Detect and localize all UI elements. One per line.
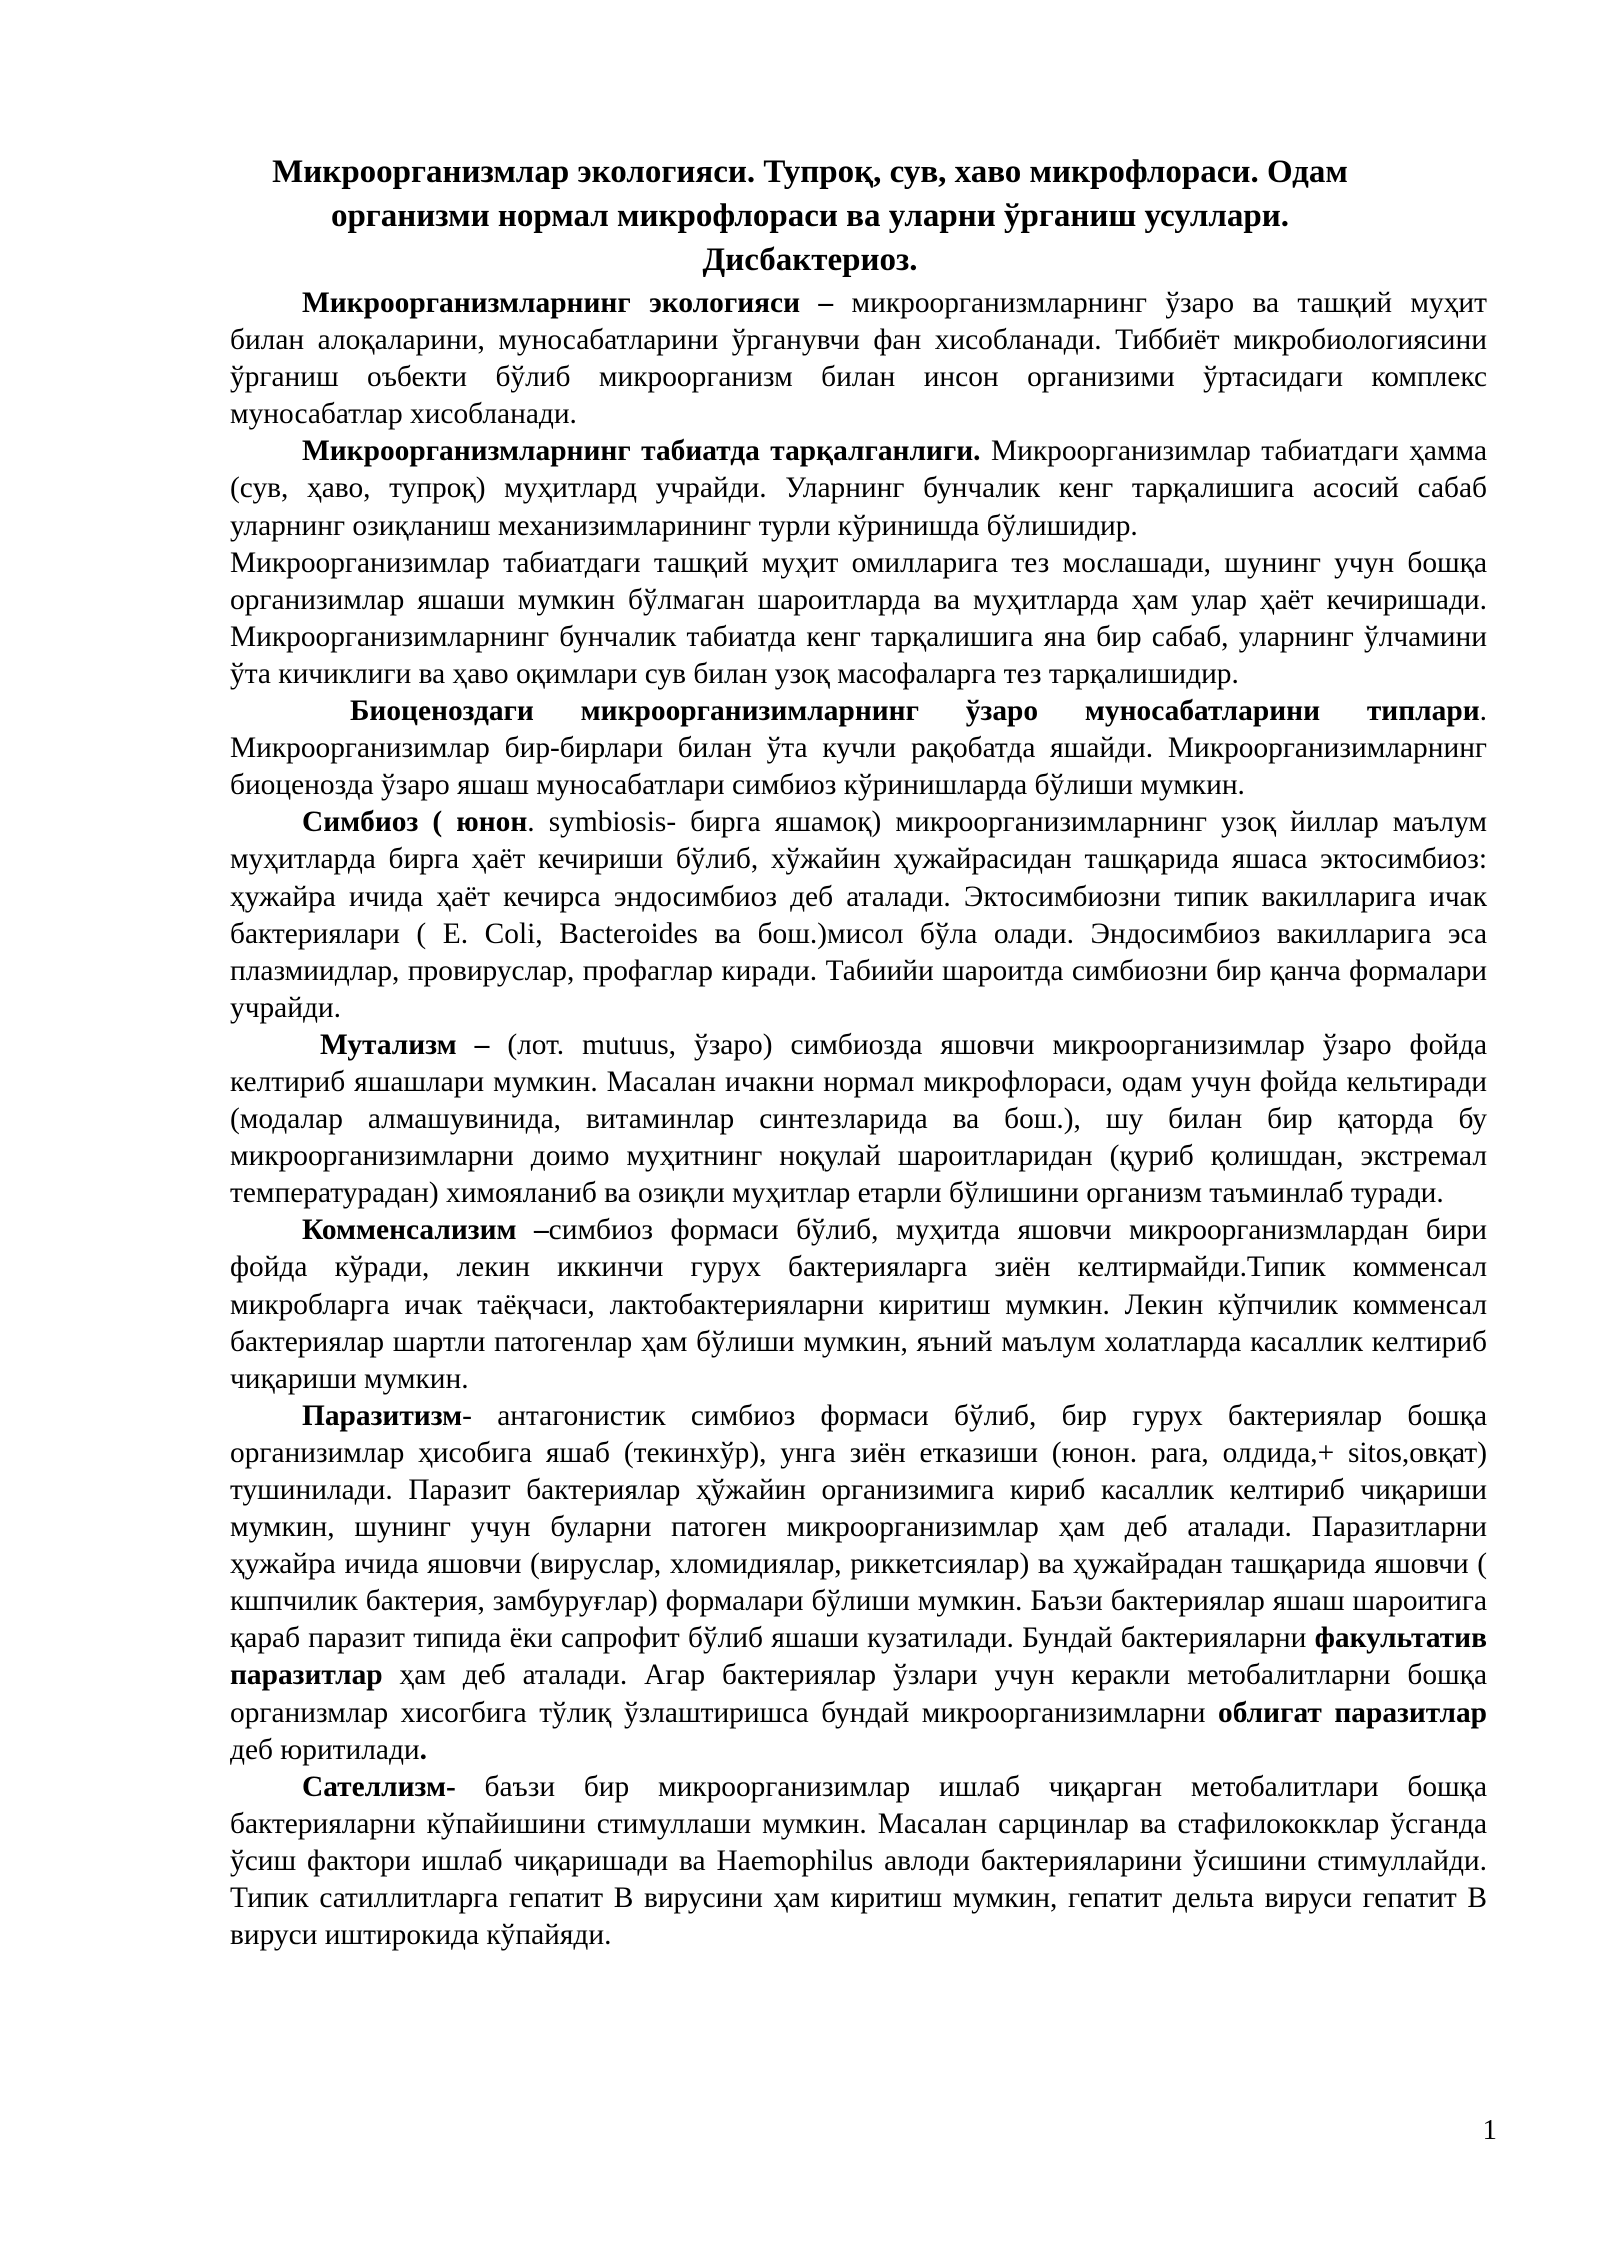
document-title: Микроорганизмлар экологияси. Тупроқ, сув, хаво микрофлораси. Одам организми нормал микрофлораси ва уларни ўрганиш усуллари. Дисбактериоз. — [272, 154, 1348, 278]
term-obligate-parasites: облигат паразитлар — [1218, 1696, 1487, 1729]
paragraph-end-period: . — [419, 1733, 428, 1766]
term-distribution: Микроорганизмларнинг табиатда тарқалганлиги. — [302, 435, 981, 468]
term-satellitism: Сателлизм- — [302, 1770, 456, 1803]
paragraph-ecology — [230, 285, 1487, 433]
paragraph-text: . Микроорганизимлар бир-бирлари билан ўта кучли рақобатда яшайди. Микроорганизимларнинг биоценозда ўзаро яшаш муносабатлари симбиоз кўринишларда бўлиши мумкин. — [230, 695, 1487, 802]
term-ecology: Микроорганизмларнинг экологияси – — [302, 287, 834, 319]
term-parasitism: Паразитизм — [302, 1399, 463, 1432]
paragraph-mutualism — [230, 1027, 1487, 1212]
term-symbiosis: Симбиоз ( юнон — [302, 806, 528, 839]
paragraph-text: ҳам деб аталади. Агар бактериялар ўзлари учун керакли метобалитларни бошқа организмлар хисогбига тўлиқ ўзлаштиришса бундай микроорганизимларни — [230, 1659, 1487, 1729]
paragraph-symbiosis — [230, 804, 1487, 1027]
paragraph-text: (лот. mutuus, ўзаро) симбиозда яшовчи микроорганизимлар ўзаро фойда келтириб яшашлари мумкин. Масалан ичакни нормал микрофлораси, одам учун фойда кельтиради (модалар алмашувинида, витаминлар синтезларида ва бош.), шу билан бир қаторда бу микроорганизимларни доимо муҳитнинг ноқулай шароитларидан (қуриб қолишдан, экстремал температурадан) химояланиб ва озиқли муҳитлар етарли бўлишини организм таъминлаб туради. — [230, 1028, 1487, 1210]
paragraph-satellitism — [230, 1769, 1487, 1954]
paragraph-text: деб юритилади — [230, 1733, 420, 1766]
document-body — [230, 285, 1487, 1954]
paragraph-text: баъзи бир микроорганизимлар ишлаб чиқарган метобалитлари бошқа бактерияларни кўпайишини стимуллаши мумкин. Масалан сарцинлар ва стафилококклар ўсганда ўсиш фактори ишлаб чиқаришади ва Haemophilus авлоди бактерияларини ўсишини стимуллайди. Типик сатиллитларга гепатит В вирусини ҳам киритиш мумкин, гепатит дельта вируси гепатит В вируси иштирокида кўпайяди. — [230, 1770, 1487, 1952]
paragraph-text: Микроорганизимлар табиатдаги ташқий муҳит омилларига тез мослашади, шунинг учун бошқа организимлар яшаши мумкин бўлмаган шароитларда ва муҳитларда ҳам улар ҳаёт кечиришади. Микроорганизимларнинг бунчалик табиатда кенг тарқалишига яна бир сабаб, уларнинг ўлчамини ўта кичиклиги ва ҳаво оқимлари сув билан узоқ масофаларга тез тарқалишидир. — [230, 546, 1487, 690]
term-biocenosis: Биоценоздаги микроорганизимларнинг ўзаро муносабатларини типлари — [350, 695, 1480, 728]
paragraph-distribution — [230, 433, 1487, 544]
term-mutualism: Мутализм – — [320, 1028, 490, 1061]
paragraph-text: микроорганизмларнинг ўзаро ва ташқий муҳит билан алоқаларини, муносабатларини ўрганувчи фан хисобланади. Тиббиёт микробиологиясини ўрганиш оъбекти бўлиб микроорганизм билан инсон организими ўртасидаги комплекс муносабатлар хисобланади. — [230, 287, 1487, 431]
paragraph-text: Микроорганизимлар табиатдаги ҳамма (сув, ҳаво, тупроқ) муҳитлард учрайди. Уларнинг бунчалик кенг тарқалишига асосий сабаб уларнинг озиқланиш механизимларининг турли кўринишда бўлишидир. — [230, 435, 1488, 542]
paragraph-biocenosis — [230, 693, 1487, 804]
paragraph-text: - антагонистик симбиоз формаси бўлиб, бир гурух бактериялар бошқа организимлар ҳисобига яшаб (текинхўр), унга зиён етказиши (юнон. para, олдида,+ sitos,овқат) тушинилади. Паразит бактериялар ҳўжайин организимига кириб касаллик келтириб чиқариши мумкин, шунинг учун буларни патоген микроорганизимлар ҳам деб аталади. Паразитларни ҳужайра ичида яшовчи (вируслар, хломидиялар, риккетсиялар) ва ҳужайрадан ташқарида яшовчи ( кшпчилик бактерия, замбуруғлар) формалари бўлиши мумкин. Баъзи бактериялар яшаш шароитига қараб паразит типида ёки сапрофит бўлиб яшаши кузатилади. Бундай бактерияларни — [230, 1399, 1487, 1655]
page-number: 1 — [1482, 2114, 1497, 2146]
paragraph-text: симбиоз формаси бўлиб, муҳитда яшовчи микроорганизмлардан бири фойда кўради, лекин иккинчи гурух бактерияларга зиён келтирмайди.Типик комменсал микробларга ичак таёқчаси, лактобактерияларни киритиш мумкин. Лекин кўпчилик комменсал бактериялар шартли патогенлар ҳам бўлиши мумкин, яъний маълум холатларда касаллик келтириб чиқариши мумкин. — [230, 1214, 1487, 1395]
term-facultative-parasites: факультатив паразитлар — [230, 1622, 1487, 1692]
paragraph-commensalism — [230, 1212, 1487, 1397]
paragraph-adaptation — [230, 545, 1487, 693]
paragraph-parasitism — [230, 1398, 1487, 1769]
paragraph-text: . symbiosis- бирга яшамоқ) микроорганизимларнинг узоқ йиллар маълум муҳитларда бирга ҳаёт кечириши бўлиб, хўжайин ҳужайрасидан ташқарида яшаса эктосимбиоз: ҳужайра ичида ҳаёт кечирса эндосимбиоз деб аталади. Эктосимбиозни типик вакилларига ичак бактериялари ( E. Coli, Bacteroides ва бош.)мисол бўла олади. Эндосимбиоз вакилларига эса плазмиидлар, провируслар, профаглар киради. Табиийи шароитда симбиозни бир қанча формалари учрайди. — [230, 806, 1487, 1024]
term-commensalism: Комменсализим – — [302, 1214, 549, 1247]
